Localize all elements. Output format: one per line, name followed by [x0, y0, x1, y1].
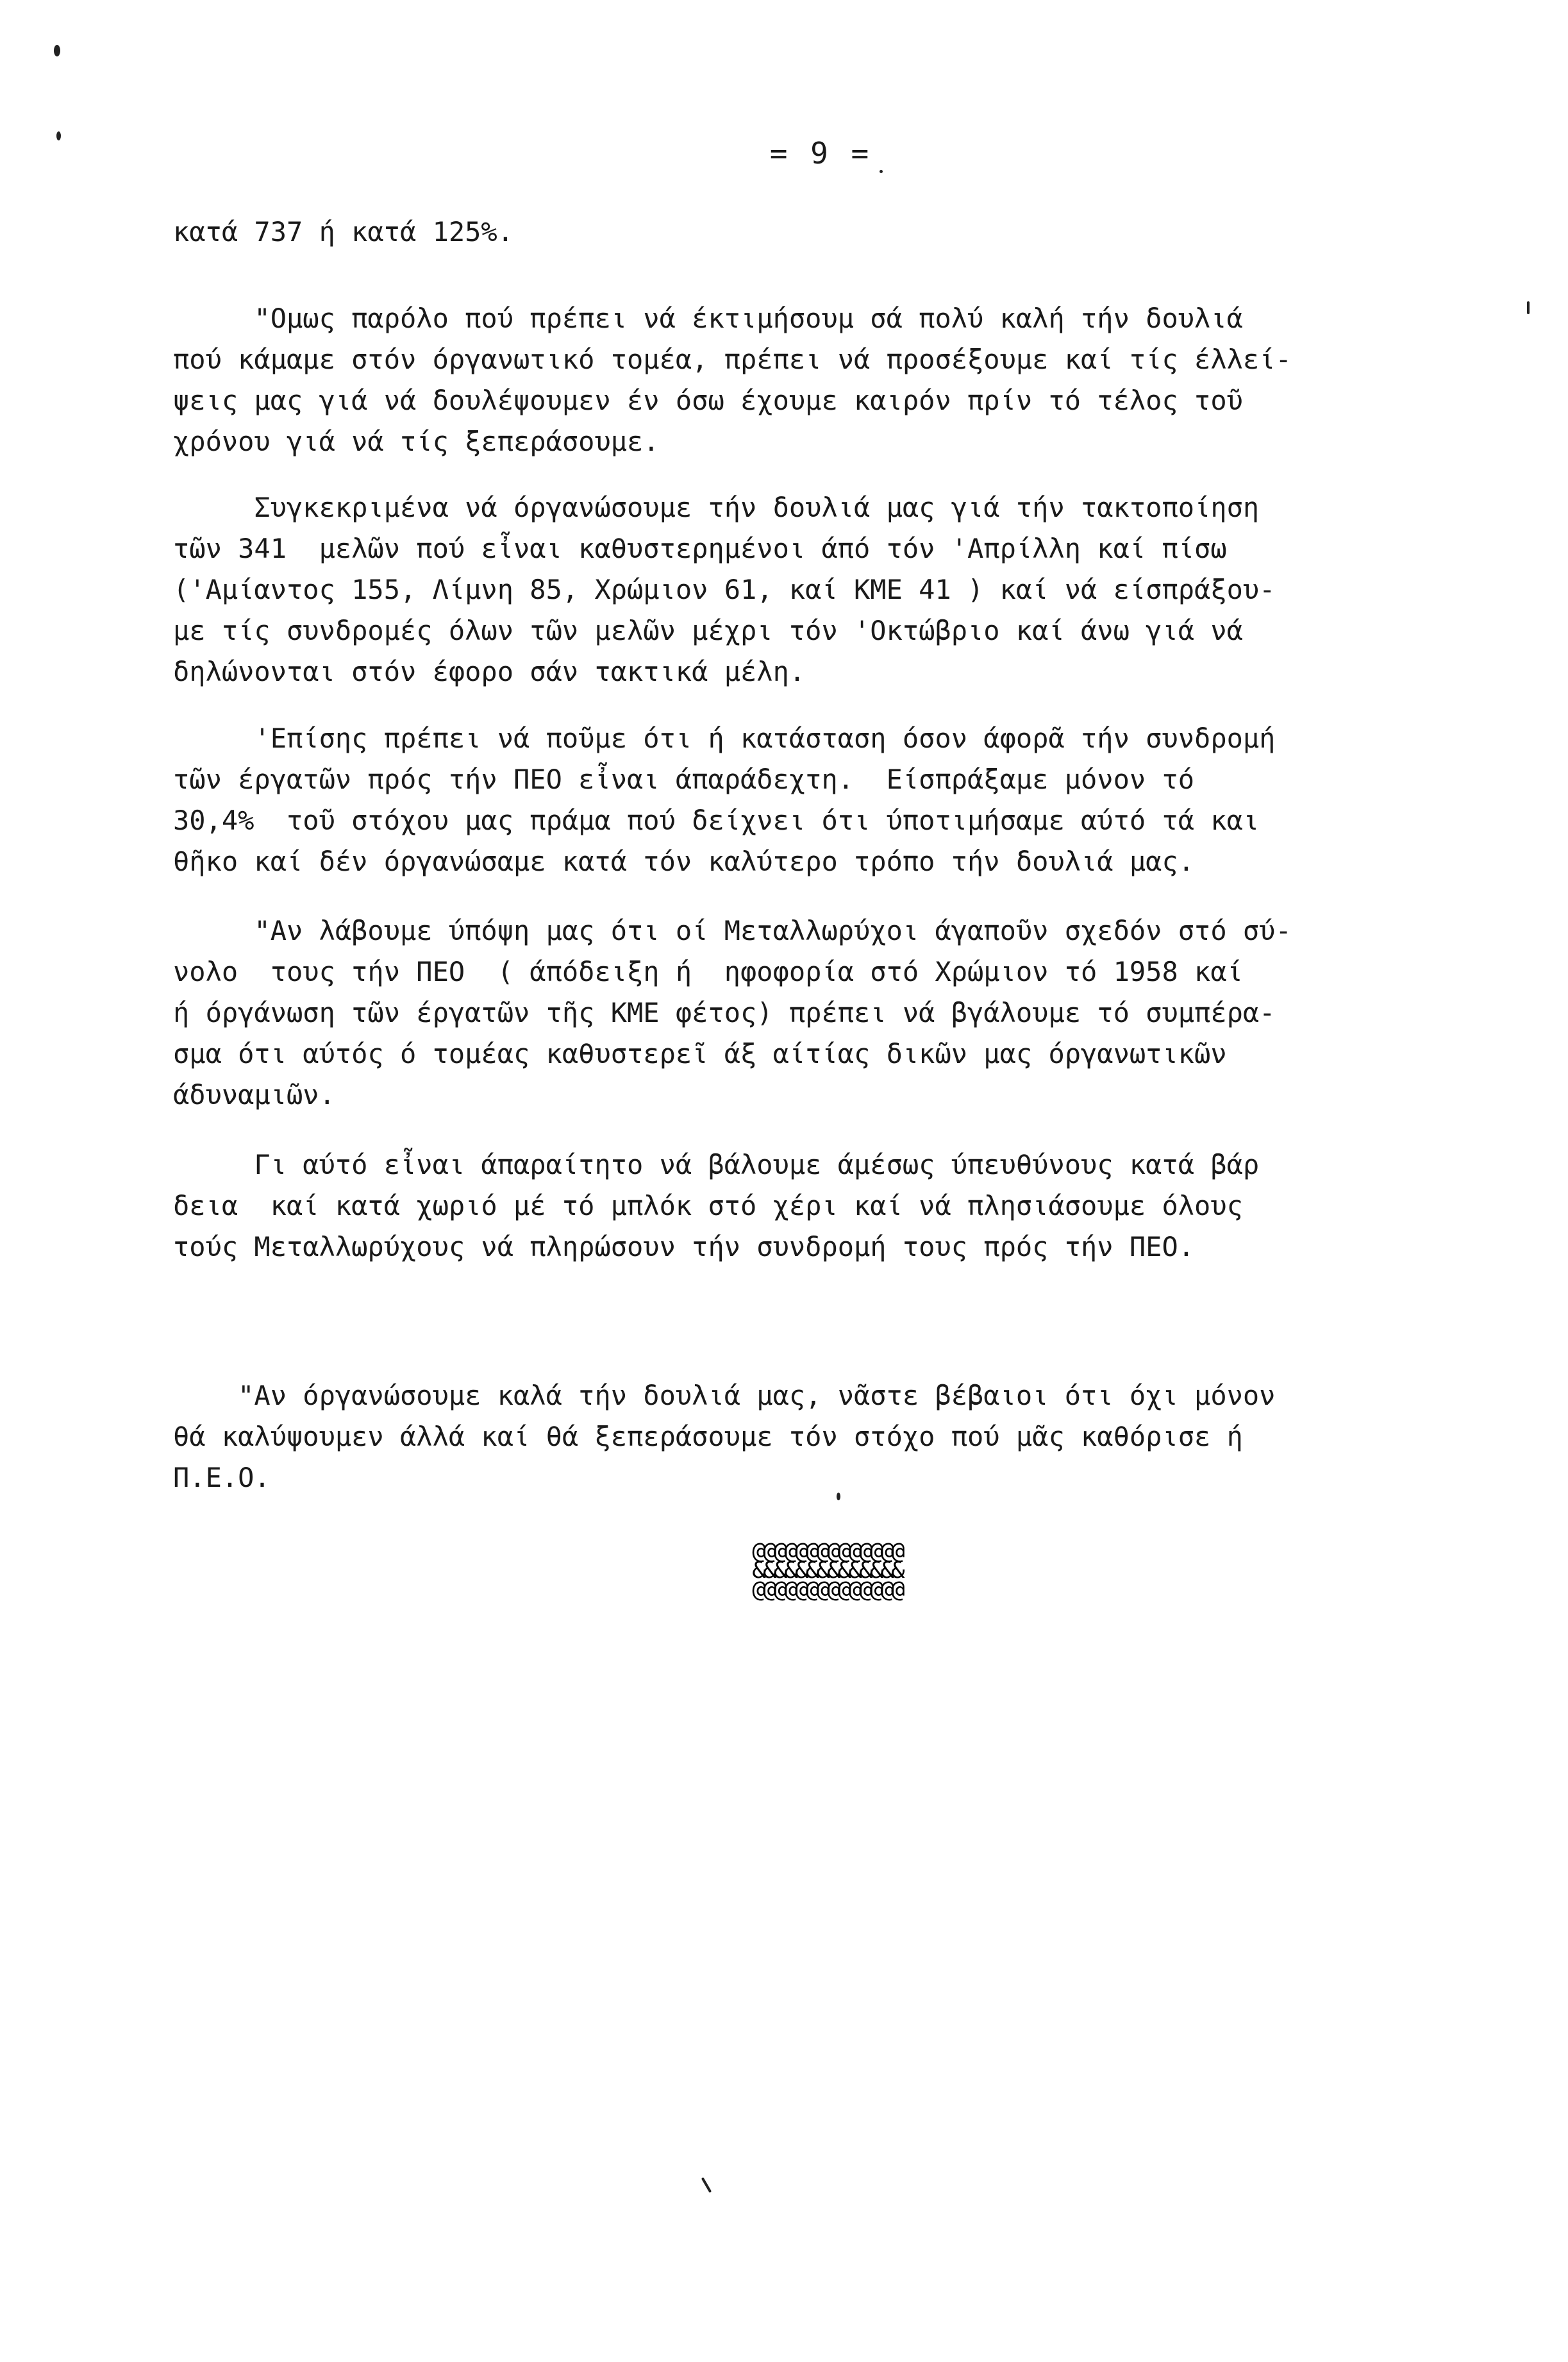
text-line: χρόνου γιά νά τίς ξεπεράσουμε.: [173, 426, 660, 457]
text-line: ψεις μας γιά νά δουλέψουμεν έν όσω έχουμε καιρόν πρίν τό τέλος τοῦ: [173, 385, 1243, 416]
text-line: 30,4% τοῦ στόχου μας πράμα πού δείχνει ότι ύποτιμήσαμε αύτό τά και: [173, 805, 1260, 836]
text-line: "Αν όργανώσουμε καλά τήν δουλιά μας, νᾶστε βέβαιοι ότι όχι μόνον: [173, 1380, 1276, 1411]
text-line: με τίς συνδρομές όλων τῶν μελῶν μέχρι τόν 'Οκτώβριο καί άνω γιά νά: [173, 615, 1243, 646]
text-line: Π.Ε.Ο.: [173, 1462, 271, 1493]
text-line: ή όργάνωση τῶν έργατῶν τῆς ΚΜΕ φέτος) πρέπει νά βγάλουμε τό συμπέρα-: [173, 997, 1276, 1028]
text-line: θῆκο καί δέν όργανώσαμε κατά τόν καλύτερο τρόπο τήν δουλιά μας.: [173, 846, 1195, 877]
text-line: δεια καί κατά χωριό μέ τό μπλόκ στό χέρι καί νά πλησιάσουμε όλους: [173, 1190, 1243, 1221]
text-line: κατά 737 ή κατά 125%.: [173, 216, 514, 247]
text-line: άδυναμιῶν.: [173, 1079, 335, 1110]
text-line: θά καλύψουμεν άλλά καί θά ξεπεράσουμε τόν στόχο πού μᾶς καθόρισε ή: [173, 1421, 1243, 1452]
end-mark-line: @@@@@@@@@@@@@@: [752, 1538, 902, 1564]
end-mark-line: @@@@@@@@@@@@@@: [752, 1577, 902, 1603]
end-of-section-mark: [692, 1538, 962, 1603]
text-line: τούς Μεταλλωρύχους νά πληρώσουν τήν συνδρομή τους πρός τήν ΠΕΟ.: [173, 1231, 1195, 1262]
text-line: τῶν 341 μελῶν πού εἶναι καθυστερημένοι άπό τόν 'Απρίλλη καί πίσω: [173, 533, 1227, 564]
text-line: ('Αμίαντος 155, Λίμνη 85, Χρώμιον 61, καί ΚΜΕ 41 ) καί νά είσπράξου-: [173, 574, 1276, 605]
paragraph: [173, 718, 1506, 882]
text-line: Συγκεκριμένα νά όργανώσουμε τήν δουλιά μας γιά τήν τακτοποίηση: [173, 492, 1260, 523]
paragraph: [173, 1144, 1506, 1268]
text-line: δηλώνονται στόν έφορο σάν τακτικά μέλη.: [173, 656, 806, 687]
text-line: πού κάμαμε στόν όργανωτικό τομέα, πρέπει νά προσέξουμε καί τίς έλλεί-: [173, 344, 1292, 375]
scan-speck: [701, 2177, 712, 2193]
text-line: 'Επίσης πρέπει νά ποῦμε ότι ή κατάσταση όσον άφορᾶ τήν συνδρομή: [173, 723, 1276, 754]
text-line: "Ομως παρόλο πού πρέπει νά έκτιμήσουμ σά πολύ καλή τήν δουλιά: [173, 303, 1243, 334]
text-line: Γι αύτό εἶναι άπαραίτητο νά βάλουμε άμέσως ύπευθύνους κατά βάρ: [173, 1149, 1260, 1180]
page-number: = 9 =: [769, 136, 872, 171]
scan-speck: [54, 45, 60, 56]
paragraph: [173, 298, 1506, 462]
paragraph: [173, 910, 1506, 1116]
paragraph: [173, 212, 1506, 253]
end-mark-line: &&&&&&&&&&&&&&: [752, 1557, 902, 1584]
text-line: "Αν λάβουμε ύπόψη μας ότι οί Μεταλλωρύχοι άγαποῦν σχεδόν στό σύ-: [173, 915, 1292, 946]
text-line: σμα ότι αύτός ό τομέας καθυστερεῖ άξ αίτίας δικῶν μας όργανωτικῶν: [173, 1038, 1227, 1069]
text-line: τῶν έργατῶν πρός τήν ΠΕΟ εἶναι άπαράδεχτη. Είσπράξαμε μόνον τό: [173, 764, 1195, 795]
scan-speck: [1527, 301, 1530, 314]
text-line: νολο τους τήν ΠΕΟ ( άπόδειξη ή ηφοφορία στό Χρώμιον τό 1958 καί: [173, 956, 1243, 987]
scan-speck: [56, 131, 61, 140]
paragraph: [173, 487, 1506, 692]
paragraph: [173, 1375, 1506, 1498]
